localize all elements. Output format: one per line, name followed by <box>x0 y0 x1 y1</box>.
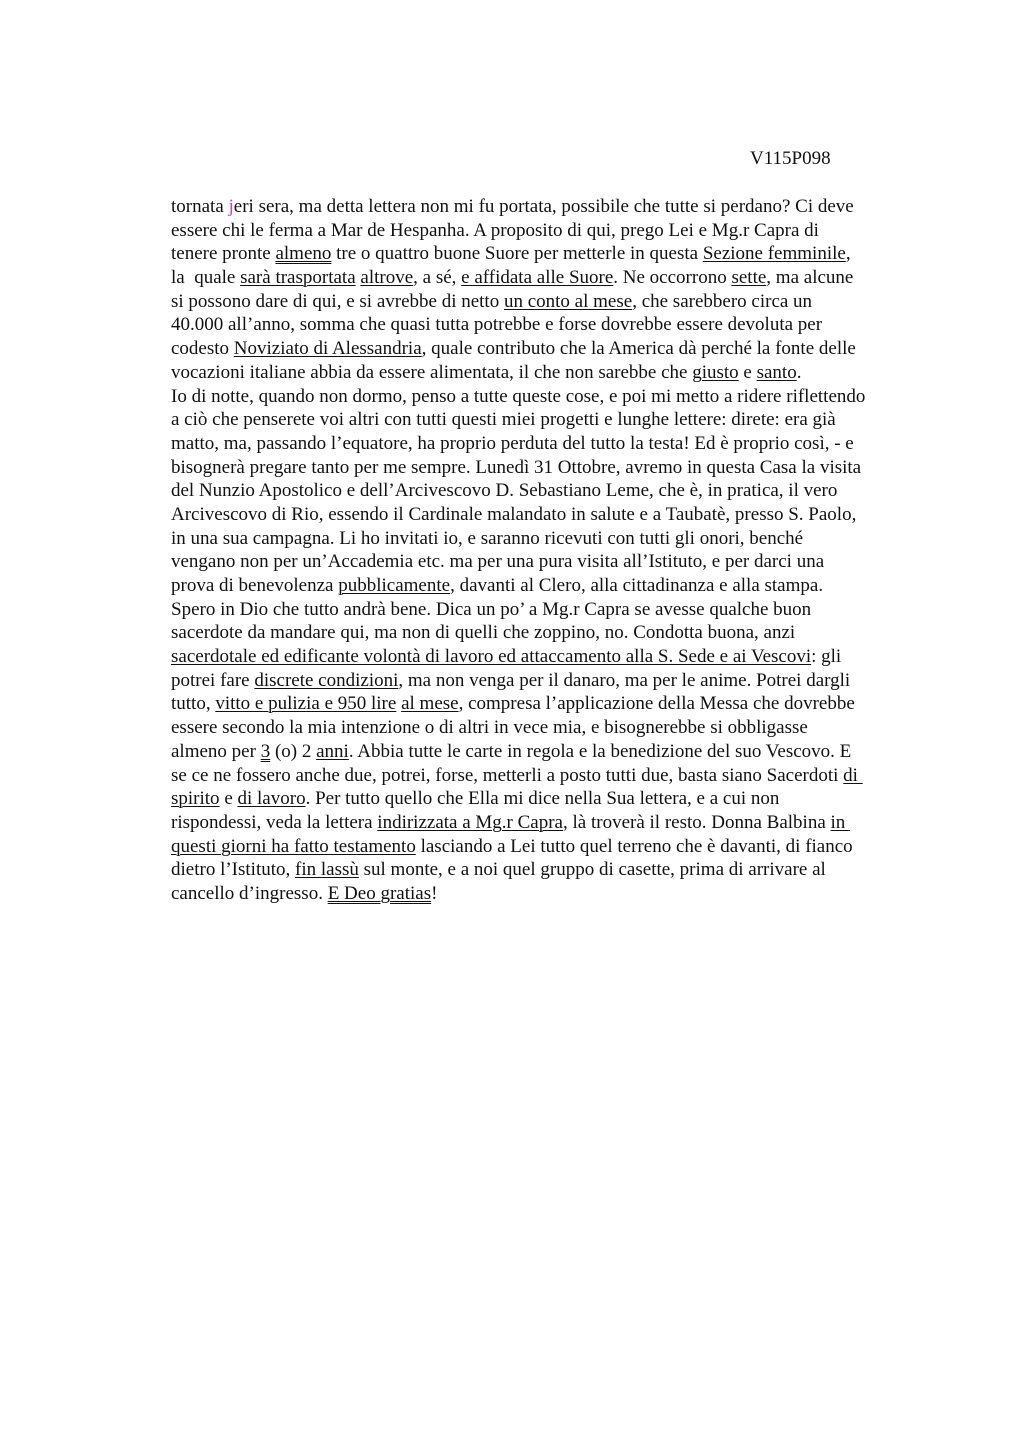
underlined-text: discrete condizioni <box>254 669 399 691</box>
text-run: Io di notte, quando non dormo, penso a tutte queste cose, e poi mi metto a ridere riflettendo <box>171 385 866 407</box>
text-line <box>171 716 951 740</box>
underlined-text: un conto al mese <box>503 290 633 312</box>
text-line <box>171 787 951 811</box>
text-line <box>171 385 951 409</box>
text-run: , quale contributo che la America dà perché la fonte delle <box>421 338 856 360</box>
text-run: sacerdote da mandare qui, ma non di quelli che zoppino, no. Condotta buona, anzi <box>171 622 796 644</box>
text-line <box>171 432 951 456</box>
underlined-text: spirito <box>171 788 220 810</box>
text-line <box>171 598 951 622</box>
text-run: : gli <box>811 646 842 668</box>
text-run: . Ne occorrono <box>613 267 732 289</box>
text-line <box>171 313 951 337</box>
text-line <box>171 574 951 598</box>
underlined-text: santo <box>756 361 797 383</box>
underlined-text: anni <box>316 740 349 762</box>
underlined-text: e affidata alle Suore <box>461 267 614 289</box>
underlined-text: questi giorni ha fatto testamento <box>171 835 416 857</box>
text-line <box>171 195 951 219</box>
text-line <box>171 550 951 574</box>
highlighted-letter: j <box>228 196 234 217</box>
text-run: , compresa l’applicazione della Messa che dovrebbe <box>458 693 855 715</box>
underlined-text: Sezione femminile <box>702 243 846 265</box>
text-line <box>171 219 951 243</box>
text-run: ! <box>431 882 438 904</box>
text-run: matto, ma, passando l’equatore, ha proprio perduta del tutto la testa! Ed è proprio così, - e <box>171 432 854 454</box>
text-run: Arcivescovo di Rio, essendo il Cardinale malandato in salute e a Taubatè, presso S. Paolo, <box>171 503 857 525</box>
text-run: del Nunzio Apostolico e dell’Arcivescovo D. Sebastiano Leme, che è, in pratica, il vero <box>171 480 838 502</box>
text-run: bisognerà pregare tanto per me sempre. Lunedì 31 Ottobre, avremo in questa Casa la visita <box>171 456 862 478</box>
text-run: tornata <box>171 196 229 217</box>
text-run: si possono dare di qui, e si avrebbe di netto <box>171 290 504 312</box>
underlined-text: sacerdotale ed edificante volontà di lavoro ed attaccamento alla S. Sede e ai Vescovi <box>171 646 812 668</box>
double-underlined-text: 3 <box>260 740 271 762</box>
text-run: lasciando a Lei tutto quel terreno che è davanti, di fianco <box>415 835 853 857</box>
text-line <box>171 740 951 764</box>
underlined-text: al mese <box>401 693 459 715</box>
text-run: vocazioni italiane abbia da essere alimentata, il che non sarebbe che <box>171 361 693 383</box>
text-line <box>171 764 951 788</box>
text-run: , che sarebbero circa un <box>632 290 813 312</box>
text-run: almeno per <box>171 740 261 762</box>
underlined-text: sarà trasportata <box>240 267 356 289</box>
text-line <box>171 882 951 906</box>
text-run: in una sua campagna. Li ho invitati io, e saranno ricevuti con tutti gli onori, benché <box>171 527 804 549</box>
text-run: essere chi le ferma a Mar de Hespanha. A proposito di qui, prego Lei e Mg.r Capra di <box>171 219 819 241</box>
text-run: e <box>219 788 238 810</box>
text-run: , a sé, <box>413 267 462 289</box>
text-line <box>171 337 951 361</box>
underlined-text: in <box>830 811 851 833</box>
text-run: rispondessi, veda la lettera <box>171 811 378 833</box>
text-line <box>171 242 951 266</box>
text-run: se ce ne fossero anche due, potrei, forse, metterli a posto tutti due, basta siano Sacerdoti <box>171 764 844 786</box>
text-run: dietro l’Istituto, <box>171 859 296 881</box>
page-id: V115P098 <box>750 148 831 169</box>
text-run: tre o quattro buone Suore per metterle in questa <box>331 243 703 265</box>
text-line <box>171 835 951 859</box>
underlined-text: altrove <box>360 267 414 289</box>
text-run: (o) 2 <box>270 740 317 762</box>
text-line <box>171 645 951 669</box>
text-run: Spero in Dio che tutto andrà bene. Dica un po’ a Mg.r Capra se avesse qualche buon <box>171 598 812 620</box>
underlined-text: Noviziato di Alessandria <box>233 338 422 360</box>
double-underlined-text: almeno <box>275 243 332 265</box>
text-run: , <box>845 243 851 265</box>
text-run: tutto, <box>171 693 216 715</box>
underlined-text: di lavoro <box>237 788 306 810</box>
letter-body <box>171 195 951 906</box>
text-line <box>171 479 951 503</box>
text-run: essere secondo la mia intenzione o di altri in vece mia, e bisognerebbe si obbligasse <box>171 717 808 739</box>
text-run: . Abbia tutte le carte in regola e la benedizione del suo Vescovo. E <box>348 740 852 762</box>
text-line <box>171 408 951 432</box>
text-run: eri sera, ma detta lettera non mi fu portata, possibile che tutte si perdano? Ci deve <box>233 196 854 217</box>
text-run: a ciò che penserete voi altri con tutti questi miei progetti e lunghe lettere: direte: era già <box>171 409 836 431</box>
text-run: vengano non per un’Accademia etc. ma per una pura visita all’Istituto, e per darci una <box>171 551 825 573</box>
text-run: 40.000 all’anno, somma che quasi tutta potrebbe e forse dovrebbe essere devoluta per <box>171 314 823 336</box>
text-line <box>171 811 951 835</box>
underlined-text: indirizzata a Mg.r Capra <box>377 811 563 833</box>
text-run: potrei fare <box>171 669 255 691</box>
underlined-text: vitto e pulizia e 950 lire <box>215 693 397 715</box>
text-run: , davanti al Clero, alla cittadinanza e alla stampa. <box>450 575 824 596</box>
text-run: . Per tutto quello che Ella mi dice nella Sua lettera, e a cui non <box>305 788 780 810</box>
text-line <box>171 503 951 527</box>
text-line <box>171 669 951 693</box>
underlined-text: fin lassù <box>295 859 359 881</box>
text-run: sul monte, e a noi quel gruppo di casette, prima di arrivare al <box>358 859 826 881</box>
underlined-text: sette <box>731 267 767 289</box>
text-run: , là troverà il resto. Donna Balbina <box>563 811 831 833</box>
text-run: , ma alcune <box>766 267 854 289</box>
text-line <box>171 290 951 314</box>
text-run: prova di benevolenza <box>171 575 339 596</box>
double-underlined-text: E Deo gratias <box>327 882 432 904</box>
text-line <box>171 692 951 716</box>
text-run: e <box>738 361 757 383</box>
text-run: la quale <box>171 267 241 289</box>
underlined-text: giusto <box>692 361 739 383</box>
text-run: codesto <box>171 338 234 360</box>
text-line <box>171 266 951 290</box>
text-run: , ma non venga per il danaro, ma per le anime. Potrei dargli <box>398 669 851 691</box>
text-line <box>171 527 951 551</box>
text-run: . <box>796 361 802 383</box>
text-line <box>171 361 951 385</box>
underlined-text: pubblicamente <box>338 575 451 596</box>
text-run: cancello d’ingresso. <box>171 882 328 904</box>
text-run: tenere pronte <box>171 243 276 265</box>
underlined-text: di <box>843 764 863 786</box>
text-line <box>171 858 951 882</box>
text-line <box>171 456 951 480</box>
text-line <box>171 621 951 645</box>
